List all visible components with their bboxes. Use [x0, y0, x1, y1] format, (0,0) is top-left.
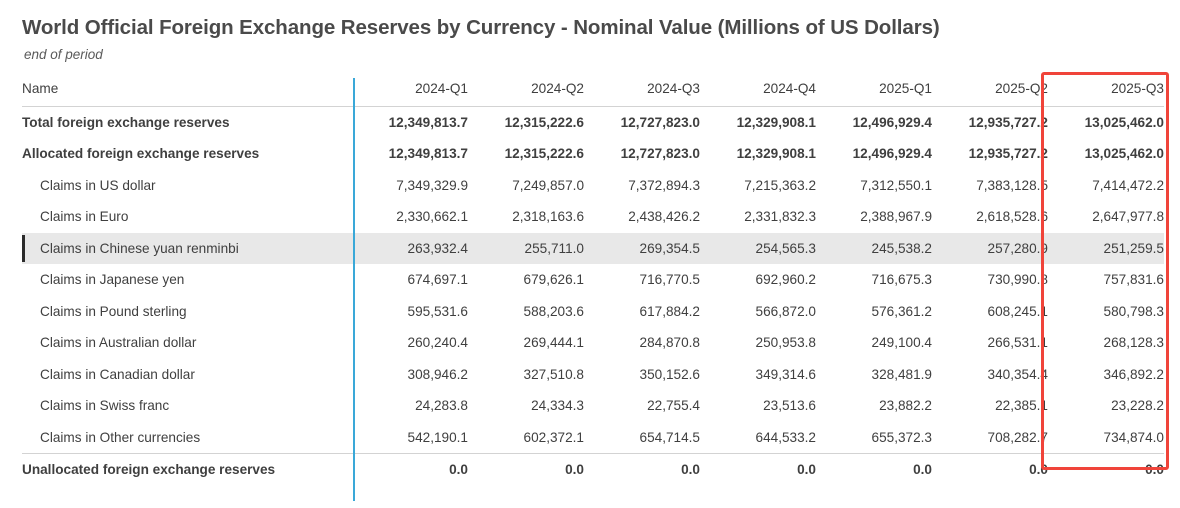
- cell-value: 245,538.2: [816, 233, 932, 265]
- row-label: Unallocated foreign exchange reserves: [22, 454, 352, 486]
- cell-value: 0.0: [700, 454, 816, 486]
- cell-value: 617,884.2: [639, 303, 700, 319]
- cell-value: 23,228.2: [1111, 398, 1164, 414]
- cell-value: 2,438,426.2: [628, 209, 700, 225]
- table-row-selected[interactable]: [22, 233, 1164, 265]
- table-row[interactable]: [22, 170, 1164, 202]
- table-row[interactable]: [22, 296, 1164, 328]
- cell-value: 23,513.6: [763, 398, 816, 414]
- cell-value: 566,872.0: [755, 303, 816, 319]
- cell-value: 263,932.4: [352, 233, 468, 265]
- cell-value: 13,025,462.0: [1084, 146, 1164, 162]
- cell-value: 250,953.8: [755, 335, 816, 351]
- cell-value: 654,714.5: [639, 429, 700, 445]
- cell-value: 12,329,908.1: [736, 146, 816, 162]
- table-row[interactable]: [22, 201, 1164, 233]
- cell-value: 12,315,222.6: [468, 106, 584, 138]
- table-row[interactable]: [22, 359, 1164, 391]
- row-label: [22, 390, 352, 422]
- row-label: [22, 296, 352, 328]
- cell-value: 12,727,823.0: [584, 106, 700, 138]
- cell-value: 266,531.1: [987, 335, 1048, 351]
- cell-value: 2,618,528.6: [976, 209, 1048, 225]
- cell-value: 13,025,462.0: [1048, 106, 1164, 138]
- row-label: [22, 170, 352, 202]
- cell-value: 655,372.3: [871, 429, 932, 445]
- cell-value: 602,372.1: [523, 429, 584, 445]
- cell-value: 340,354.4: [987, 366, 1048, 382]
- table-row[interactable]: [22, 327, 1164, 359]
- cell-value: 0.0: [1048, 454, 1164, 486]
- cell-value: 7,249,857.0: [512, 177, 584, 193]
- cell-value: 328,481.9: [871, 366, 932, 382]
- table-row[interactable]: [22, 264, 1164, 296]
- cell-value: 346,892.2: [1103, 366, 1164, 382]
- cell-value: 2,318,163.6: [512, 209, 584, 225]
- name-column-divider: [353, 78, 355, 501]
- table-row[interactable]: [22, 106, 1164, 138]
- cell-value: 12,496,929.4: [852, 146, 932, 162]
- cell-value: 350,152.6: [639, 366, 700, 382]
- column-header-name[interactable]: Name: [22, 72, 352, 106]
- row-label-text: Claims in Chinese yuan renminbi: [40, 240, 239, 256]
- cell-value: 580,798.3: [1103, 303, 1164, 319]
- cell-value: 674,697.1: [407, 272, 468, 288]
- cell-value: 730,990.8: [987, 272, 1048, 288]
- cell-value: 608,245.1: [987, 303, 1048, 319]
- cell-value: 12,349,813.7: [388, 146, 468, 162]
- row-label: Allocated foreign exchange reserves: [22, 146, 260, 162]
- row-label: [22, 327, 352, 359]
- cell-value: 308,946.2: [407, 366, 468, 382]
- reserves-table: [22, 72, 1164, 486]
- row-label: [22, 233, 352, 265]
- cell-value: 7,414,472.2: [1092, 177, 1164, 193]
- cell-value: 716,675.3: [871, 272, 932, 288]
- column-header-2025-q2[interactable]: 2025-Q2: [932, 72, 1048, 106]
- column-header-2025-q3[interactable]: 2025-Q3: [1048, 72, 1164, 106]
- row-label-text: Claims in Japanese yen: [40, 272, 185, 288]
- cell-value: 644,533.2: [755, 429, 816, 445]
- cell-value: 7,349,329.9: [396, 177, 468, 193]
- cell-value: 692,960.2: [755, 272, 816, 288]
- table-row[interactable]: [22, 422, 1164, 454]
- cell-value: 2,331,832.3: [744, 209, 816, 225]
- cell-value: 251,259.5: [1048, 233, 1164, 265]
- cell-value: 12,349,813.7: [352, 106, 468, 138]
- page-subtitle: end of period: [24, 47, 103, 62]
- row-label: [22, 422, 352, 454]
- cell-value: 2,330,662.1: [396, 209, 468, 225]
- cell-value: 257,280.9: [932, 233, 1048, 265]
- column-header-2024-q1[interactable]: 2024-Q1: [352, 72, 468, 106]
- row-label-text: Claims in US dollar: [40, 177, 156, 193]
- table-header-row: [22, 72, 1164, 106]
- cell-value: 284,870.8: [639, 335, 700, 351]
- column-header-2025-q1[interactable]: 2025-Q1: [816, 72, 932, 106]
- column-header-2024-q4[interactable]: 2024-Q4: [700, 72, 816, 106]
- row-label-text: Claims in Pound sterling: [40, 303, 187, 319]
- table-row[interactable]: [22, 454, 1164, 486]
- cell-value: 12,935,727.2: [932, 106, 1048, 138]
- cell-value: 0.0: [352, 454, 468, 486]
- row-label-text: Claims in Canadian dollar: [40, 366, 195, 382]
- cell-value: 255,711.0: [468, 233, 584, 265]
- table-row[interactable]: [22, 390, 1164, 422]
- cell-value: 734,874.0: [1103, 429, 1164, 445]
- cell-value: 708,282.7: [987, 429, 1048, 445]
- cell-value: 7,312,550.1: [860, 177, 932, 193]
- cell-value: 716,770.5: [639, 272, 700, 288]
- cell-value: 260,240.4: [407, 335, 468, 351]
- cell-value: 249,100.4: [871, 335, 932, 351]
- row-label: [22, 264, 352, 296]
- column-header-2024-q3[interactable]: 2024-Q3: [584, 72, 700, 106]
- cell-value: 327,510.8: [523, 366, 584, 382]
- cell-value: 22,755.4: [647, 398, 700, 414]
- cell-value: 7,372,894.3: [628, 177, 700, 193]
- cell-value: 349,314.6: [755, 366, 816, 382]
- cell-value: 12,329,908.1: [700, 106, 816, 138]
- cell-value: 542,190.1: [407, 429, 468, 445]
- cell-value: 0.0: [816, 454, 932, 486]
- cell-value: 12,727,823.0: [620, 146, 700, 162]
- table-header: [22, 72, 1164, 106]
- cell-value: 268,128.3: [1103, 335, 1164, 351]
- cell-value: 757,831.6: [1103, 272, 1164, 288]
- cell-value: 23,882.2: [879, 398, 932, 414]
- cell-value: 24,283.8: [415, 398, 468, 414]
- cell-value: 12,935,727.2: [968, 146, 1048, 162]
- row-label-text: Claims in Australian dollar: [40, 335, 197, 351]
- cell-value: 269,354.5: [584, 233, 700, 265]
- cell-value: 595,531.6: [407, 303, 468, 319]
- cell-value: 24,334.3: [531, 398, 584, 414]
- cell-value: 0.0: [932, 454, 1048, 486]
- row-label: Total foreign exchange reserves: [22, 106, 352, 138]
- page-title: World Official Foreign Exchange Reserves by Currency - Nominal Value (Millions of US Dollars): [22, 16, 940, 39]
- row-label-text: Claims in Euro: [40, 209, 129, 225]
- row-label-text: Claims in Swiss franc: [40, 398, 170, 414]
- table-body: [22, 106, 1164, 486]
- cell-value: 12,496,929.4: [816, 106, 932, 138]
- cell-value: 679,626.1: [523, 272, 584, 288]
- cell-value: 0.0: [468, 454, 584, 486]
- cell-value: 0.0: [584, 454, 700, 486]
- cell-value: 7,215,363.2: [744, 177, 816, 193]
- row-label: [22, 359, 352, 391]
- cell-value: 12,315,222.6: [504, 146, 584, 162]
- column-header-2024-q2[interactable]: 2024-Q2: [468, 72, 584, 106]
- cell-value: 576,361.2: [871, 303, 932, 319]
- row-label: [22, 201, 352, 233]
- cell-value: 22,385.1: [995, 398, 1048, 414]
- cell-value: 7,383,128.5: [976, 177, 1048, 193]
- row-label-text: Claims in Other currencies: [40, 429, 201, 445]
- cell-value: 588,203.6: [523, 303, 584, 319]
- cell-value: 2,647,977.8: [1092, 209, 1164, 225]
- cell-value: 2,388,967.9: [860, 209, 932, 225]
- cell-value: 269,444.1: [523, 335, 584, 351]
- table-row[interactable]: [22, 138, 1164, 170]
- cell-value: 254,565.3: [700, 233, 816, 265]
